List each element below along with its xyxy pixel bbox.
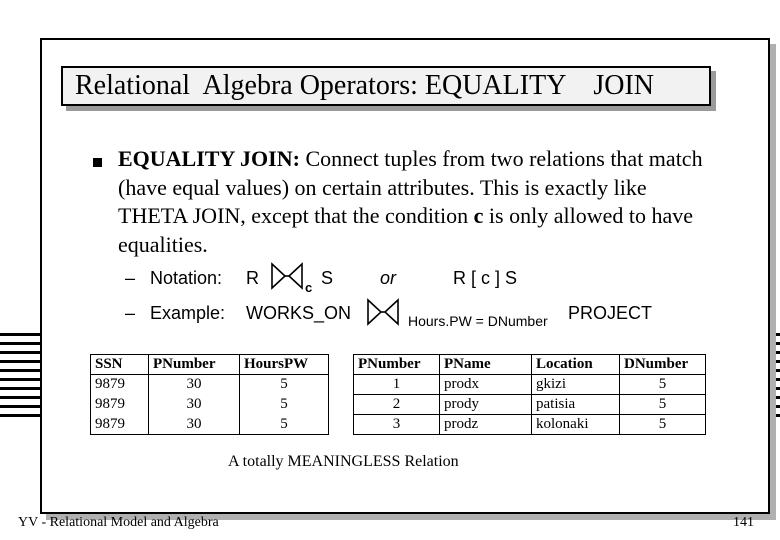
table-cell: prody bbox=[440, 395, 532, 415]
example-dash: – bbox=[125, 303, 136, 323]
table-cell: 5 bbox=[620, 375, 706, 395]
notation-condition: c bbox=[305, 280, 313, 295]
table-cell: gkizi bbox=[532, 375, 620, 395]
table-row bbox=[91, 415, 329, 435]
column-header: HoursPW bbox=[240, 355, 329, 375]
table-cell: prodz bbox=[440, 415, 532, 435]
bullet-term: EQUALITY JOIN: bbox=[118, 146, 300, 171]
table-cell: prodx bbox=[440, 375, 532, 395]
notation-alt: R [ c ] S bbox=[453, 268, 518, 288]
table-cell: 9879 bbox=[95, 415, 125, 432]
table-cell: 30 bbox=[149, 375, 240, 395]
column-header: PName bbox=[440, 355, 532, 375]
bullet-square-icon bbox=[93, 158, 102, 167]
works-on-table bbox=[90, 354, 329, 435]
bullet-condition: c bbox=[473, 203, 484, 228]
notation-label: Notation: bbox=[150, 268, 223, 288]
slide-title: Relational Algebra Operators: EQUALITY JOIN bbox=[61, 66, 711, 106]
example-condition: Hours.PW = DNumber bbox=[408, 313, 548, 329]
page-number: 141 bbox=[733, 515, 754, 530]
table-row bbox=[91, 395, 329, 415]
table-cell: patisia bbox=[532, 395, 620, 415]
column-header: SSN bbox=[91, 355, 149, 375]
bullet-body: Connect tuples from two relations that match (have equal values) on certain attributes. This is exactly like THETA JOIN, except that the condition bbox=[118, 146, 703, 228]
table-row bbox=[354, 395, 706, 415]
notation-or: or bbox=[380, 268, 397, 288]
table-cell: 5 bbox=[240, 375, 329, 395]
table-cell: 9879 bbox=[95, 396, 125, 412]
notation-r: R bbox=[246, 268, 259, 288]
column-header: PNumber bbox=[354, 355, 440, 375]
column-header: Location bbox=[532, 355, 620, 375]
table-cell: 1 bbox=[354, 375, 440, 395]
table-cell: 5 bbox=[620, 395, 706, 415]
table-row bbox=[354, 375, 706, 395]
join-symbol-icon bbox=[366, 298, 400, 326]
table-cell: 2 bbox=[354, 395, 440, 415]
table-cell: 30 bbox=[149, 395, 240, 415]
example-label: Example: bbox=[150, 303, 226, 323]
bullet-body-end: is only allowed to have equalities. bbox=[118, 203, 693, 257]
table-cell: 3 bbox=[392, 416, 401, 432]
project-table bbox=[353, 354, 706, 435]
join-symbol-icon bbox=[270, 262, 304, 290]
left-edge-decoration bbox=[0, 333, 40, 433]
table-cell: 30 bbox=[149, 415, 240, 435]
example-right-relation: PROJECT bbox=[568, 303, 653, 323]
result-caption: A totally MEANINGLESS Relation bbox=[228, 453, 459, 470]
table-cell: 5 bbox=[620, 415, 706, 435]
table-row bbox=[91, 375, 329, 395]
footer-course-title: YV - Relational Model and Algebra bbox=[18, 515, 219, 530]
main-bullet bbox=[118, 145, 718, 259]
table-cell: kolonaki bbox=[532, 415, 620, 435]
table-cell: 5 bbox=[240, 415, 329, 435]
table-cell: 9879 bbox=[95, 376, 125, 393]
table-cell: 5 bbox=[240, 395, 329, 415]
notation-dash: – bbox=[125, 268, 136, 288]
notation-s: S bbox=[321, 268, 334, 288]
table-row bbox=[354, 415, 706, 435]
example-left-relation: WORKS_ON bbox=[246, 303, 352, 323]
column-header: PNumber bbox=[149, 355, 240, 375]
column-header: DNumber bbox=[620, 355, 706, 375]
